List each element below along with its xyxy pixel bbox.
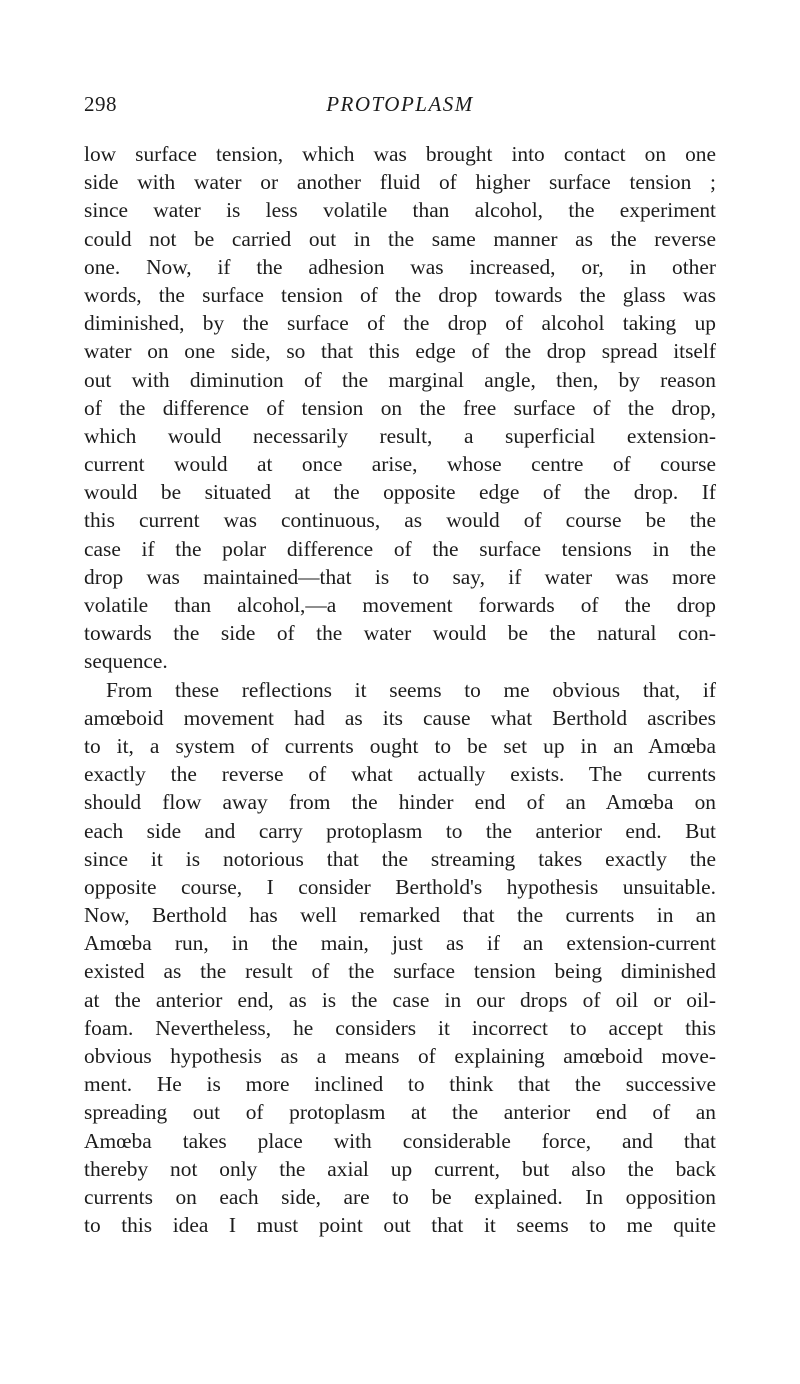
text-line: which would necessarily result, a superficial extension- bbox=[84, 423, 716, 448]
text-line: since water is less volatile than alcohol, the experiment bbox=[84, 198, 716, 223]
page-number: 298 bbox=[84, 92, 117, 116]
text-line: Amœba takes place with considerable force, and that bbox=[84, 1128, 716, 1153]
text-line: to this idea I must point out that it seems to me quite bbox=[84, 1213, 716, 1238]
text-line: each side and carry protoplasm to the anterior end. But bbox=[84, 818, 716, 843]
text-line: foam. Nevertheless, he considers it incorrect to accept this bbox=[84, 1015, 716, 1040]
text-line: opposite course, I consider Berthold's hypothesis unsuitable. bbox=[84, 874, 716, 899]
text-line: obvious hypothesis as a means of explaining amœboid move- bbox=[84, 1044, 716, 1068]
text-line: diminished, by the surface of the drop of alcohol taking up bbox=[84, 311, 716, 336]
text-line: volatile than alcohol,—a movement forwards of the drop bbox=[84, 593, 716, 617]
text-line: Amœba run, in the main, just as if an extension-current bbox=[84, 931, 716, 956]
text-line: out with diminution of the marginal angle, then, by reason bbox=[84, 367, 716, 392]
text-line: to it, a system of currents ought to be set up in an Amœba bbox=[84, 733, 716, 758]
text-line: could not be carried out in the same manner as the reverse bbox=[84, 226, 716, 251]
text-line: From these reflections it seems to me obvious that, if bbox=[106, 677, 716, 702]
text-line: since it is notorious that the streaming takes exactly the bbox=[84, 846, 716, 871]
text-line: one. Now, if the adhesion was increased, or, in other bbox=[84, 254, 716, 279]
text-line: existed as the result of the surface tension being diminished bbox=[84, 959, 716, 984]
text-line: water on one side, so that this edge of the drop spread itself bbox=[84, 339, 716, 364]
text-line: current would at once arise, whose centre of course bbox=[84, 452, 716, 477]
text-line: towards the side of the water would be the natural con- bbox=[84, 621, 716, 646]
text-line: Now, Berthold has well remarked that the currents in an bbox=[84, 903, 716, 928]
text-line: at the anterior end, as is the case in our drops of oil or oil- bbox=[84, 987, 716, 1012]
text-line: currents on each side, are to be explained. In opposition bbox=[84, 1184, 716, 1209]
text-line: low surface tension, which was brought into contact on one bbox=[84, 142, 716, 166]
text-line: would be situated at the opposite edge of the drop. If bbox=[84, 480, 716, 505]
text-line: drop was maintained—that is to say, if water was more bbox=[84, 564, 716, 589]
text-line: spreading out of protoplasm at the anterior end of an bbox=[84, 1100, 716, 1125]
body-text bbox=[84, 140, 716, 1239]
running-head bbox=[84, 92, 716, 122]
text-line: side with water or another fluid of higher surface tension ; bbox=[84, 170, 716, 195]
text-line: should flow away from the hinder end of an Amœba on bbox=[84, 790, 716, 815]
text-line: this current was continuous, as would of course be the bbox=[84, 508, 716, 533]
text-line: sequence. bbox=[84, 649, 168, 674]
text-line: thereby not only the axial up current, but also the back bbox=[84, 1156, 716, 1181]
text-line: case if the polar difference of the surface tensions in the bbox=[84, 536, 716, 561]
running-title: PROTOPLASM bbox=[326, 92, 474, 116]
text-line: exactly the reverse of what actually exists. The currents bbox=[84, 762, 716, 787]
text-line: of the difference of tension on the free surface of the drop, bbox=[84, 395, 716, 420]
text-line: amœboid movement had as its cause what Berthold ascribes bbox=[84, 705, 716, 730]
text-line: ment. He is more inclined to think that the successive bbox=[84, 1072, 716, 1097]
text-line: words, the surface tension of the drop towards the glass was bbox=[84, 282, 716, 307]
